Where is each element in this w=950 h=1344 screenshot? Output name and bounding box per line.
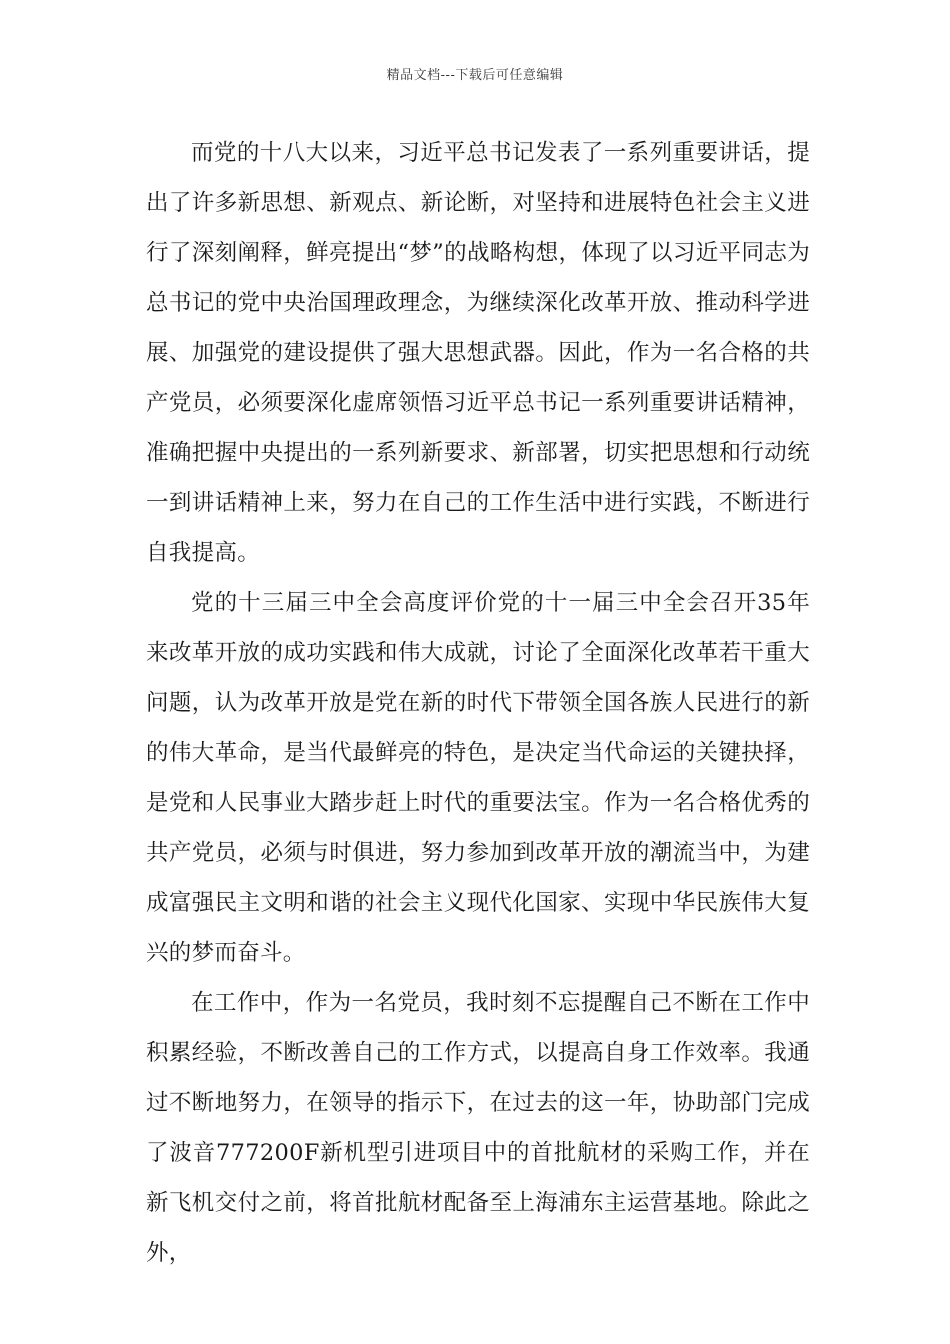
page-header: 精品文档---下载后可任意编辑 bbox=[386, 68, 564, 83]
document-body bbox=[146, 128, 810, 1278]
paragraph: 在工作中，作为一名党员，我时刻不忘提醒自己不断在工作中积累经验，不断改善自己的工作方式，以提高自身工作效率。我通过不断地努力，在领导的指示下，在过去的这一年，协助部门完成了波音777200F新机型引进项目中的首批航材的采购工作，并在新飞机交付之前，将首批航材配备至上海浦东主运营基地。除此之外， bbox=[146, 990, 810, 1266]
paragraph: 而党的十八大以来，习近平总书记发表了一系列重要讲话，提出了许多新思想、新观点、新论断，对坚持和进展特色社会主义进行了深刻阐释，鲜亮提出“梦”的战略构想，体现了以习近平同志为总书记的党中央治国理政理念，为继续深化改革开放、推动科学进展、加强党的建设提供了强大思想武器。因此，作为一名合格的共产党员，必须要深化虚席领悟习近平总书记一系列重要讲话精神，准确把握中央提出的一系列新要求、新部署，切实把思想和行动统一到讲话精神上来，努力在自己的工作生活中进行实践，不断进行自我提高。 bbox=[146, 140, 810, 566]
paragraph: 党的十三届三中全会高度评价党的十一届三中全会召开35年来改革开放的成功实践和伟大成就，讨论了全面深化改革若干重大问题，认为改革开放是党在新的时代下带领全国各族人民进行的新的伟大革命，是当代最鲜亮的特色，是决定当代命运的关键抉择，是党和人民事业大踏步赶上时代的重要法宝。作为一名合格优秀的共产党员，必须与时俱进，努力参加到改革开放的潮流当中，为建成富强民主文明和谐的社会主义现代化国家、实现中华民族伟大复兴的梦而奋斗。 bbox=[146, 590, 810, 966]
